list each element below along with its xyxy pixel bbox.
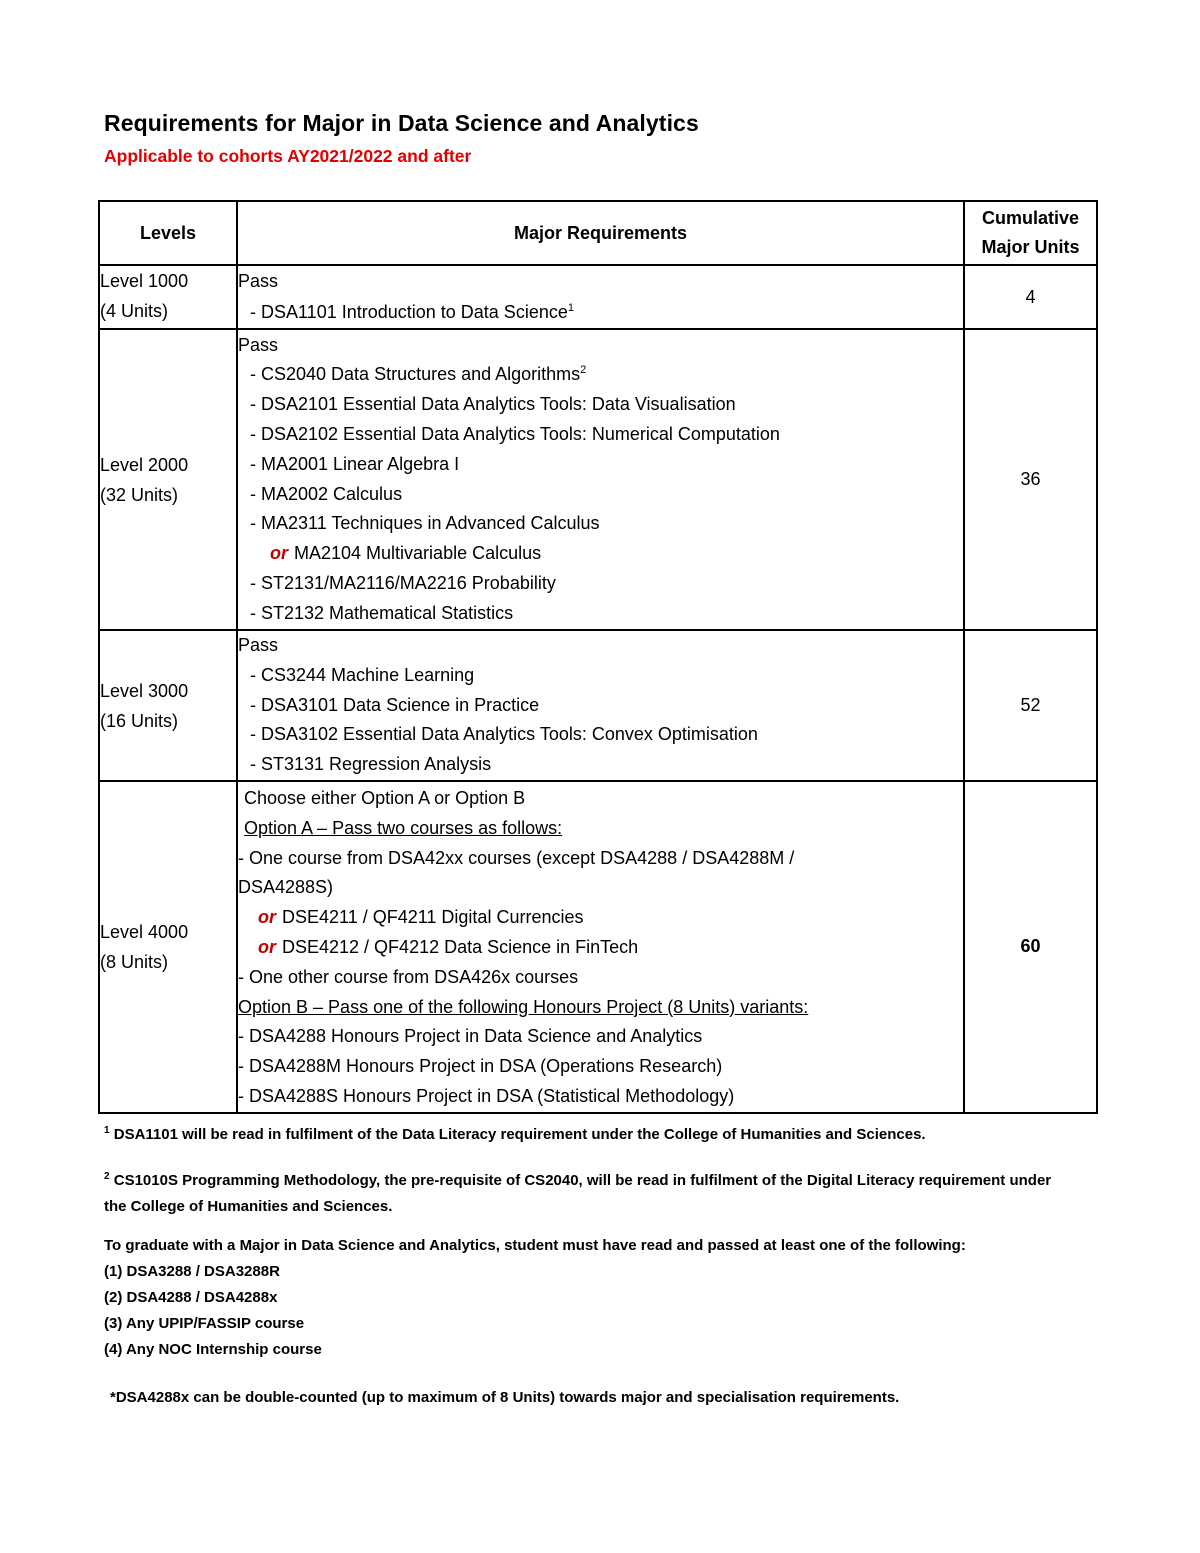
list-item: - MA2311 Techniques in Advanced Calculus [250, 513, 600, 534]
list-item: DSA4288S) [238, 877, 334, 898]
graduation-intro: To graduate with a Major in Data Science and Analytics, student must have read and passed at least one of the following: [104, 1237, 966, 1254]
list-item: (4) Any NOC Internship course [104, 1341, 322, 1358]
course-text: - DSA1101 Introduction to Data Science [250, 302, 568, 322]
requirements-cell [237, 329, 964, 630]
level-cell [99, 781, 237, 1113]
header-cumulative-units: Cumulative Major Units [964, 201, 1097, 265]
level-cell [99, 329, 237, 630]
requirements-cell [237, 630, 964, 781]
list-item: - One course from DSA42xx courses (except DSA4288 / DSA4288M / [238, 847, 795, 868]
table-row [99, 265, 1097, 329]
list-item: Choose either Option A or Option B [244, 788, 526, 808]
footnote-marker: 1 [104, 1125, 110, 1136]
course-text: MA2104 Multivariable Calculus [294, 543, 542, 564]
requirements-table [98, 200, 1098, 1114]
list-item: - ST3131 Regression Analysis [250, 754, 492, 775]
list-item: (1) DSA3288 / DSA3288R [104, 1263, 280, 1280]
list-item [238, 903, 963, 933]
list-item: Pass [238, 635, 279, 655]
level-cell [99, 265, 237, 329]
list-item: - DSA3102 Essential Data Analytics Tools: Convex Optimisation [250, 724, 758, 745]
page-subtitle: Applicable to cohorts AY2021/2022 and after [104, 146, 472, 166]
footnote-marker: 1 [567, 302, 574, 314]
option-b-heading: Option B – Pass one of the following Honours Project (8 Units) variants: [238, 996, 809, 1017]
level-cell [99, 630, 237, 781]
footnote-marker: 2 [580, 364, 587, 377]
list-item: Pass [238, 334, 279, 355]
list-item: - DSA3101 Data Science in Practice [250, 694, 540, 715]
graduation-requirements [104, 1233, 1064, 1363]
table-row [99, 630, 1097, 781]
list-item: (3) Any UPIP/FASSIP course [104, 1315, 305, 1332]
cumulative-units-cell: 60 [964, 781, 1097, 1113]
level-units: (16 Units) [100, 710, 179, 731]
level-units: (32 Units) [100, 484, 179, 505]
footnote-marker: 2 [104, 1171, 110, 1182]
level-name: Level 2000 [100, 454, 189, 475]
cumulative-units-cell: 36 [964, 329, 1097, 630]
level-name: Level 1000 [100, 271, 189, 291]
double-count-note: *DSA4288x can be double-counted (up to maximum of 8 Units) towards major and specialisation requirements. [110, 1389, 900, 1406]
option-a-heading: Option A – Pass two courses as follows: [244, 817, 563, 838]
page-title: Requirements for Major in Data Science and Analytics [104, 110, 699, 136]
or-label: or [258, 936, 276, 957]
requirements-cell [237, 265, 964, 329]
list-item: - CS3244 Machine Learning [250, 664, 475, 685]
level-units: (4 Units) [100, 301, 169, 321]
list-item: - One other course from DSA426x courses [238, 966, 579, 987]
table-row [99, 781, 1097, 1113]
list-item: - DSA2102 Essential Data Analytics Tools: Numerical Computation [250, 423, 780, 444]
list-item: - DSA4288S Honours Project in DSA (Statistical Methodology) [238, 1085, 735, 1106]
cumulative-units-cell: 4 [964, 265, 1097, 329]
list-item: - ST2131/MA2116/MA2216 Probability [250, 572, 556, 593]
course-text: - CS2040 Data Structures and Algorithms [250, 364, 581, 385]
list-item: - MA2001 Linear Algebra I [250, 453, 460, 474]
level-name: Level 4000 [100, 921, 189, 942]
footnote-1 [104, 1122, 1064, 1148]
list-item [238, 539, 963, 569]
list-item: - DSA2101 Essential Data Analytics Tools: Data Visualisation [250, 394, 736, 415]
list-item: - MA2002 Calculus [250, 483, 403, 504]
list-item: - DSA4288 Honours Project in Data Science and Analytics [238, 1026, 703, 1047]
course-text: DSE4211 / QF4211 Digital Currencies [282, 907, 584, 928]
or-label: or [258, 907, 276, 928]
list-item [238, 297, 963, 328]
list-item: Pass [238, 271, 279, 291]
list-item [238, 933, 963, 963]
level-units: (8 Units) [100, 951, 169, 972]
header-major-requirements: Major Requirements [237, 201, 964, 265]
table-header-row [99, 201, 1097, 265]
table-row [99, 329, 1097, 630]
course-text: DSE4212 / QF4212 Data Science in FinTech [282, 936, 639, 957]
list-item: - DSA4288M Honours Project in DSA (Operations Research) [238, 1056, 723, 1077]
requirements-cell [237, 781, 964, 1113]
footnote-text: CS1010S Programming Methodology, the pre-requisite of CS2040, will be read in fulfilment of the Digital Literacy requirement under the College of Humanities and Sciences. [104, 1172, 1052, 1215]
list-item: - ST2132 Mathematical Statistics [250, 602, 514, 623]
level-name: Level 3000 [100, 680, 189, 701]
header-levels: Levels [99, 201, 237, 265]
or-label: or [270, 543, 288, 564]
footnote-text: DSA1101 will be read in fulfilment of the Data Literacy requirement under the College of Humanities and Sciences. [113, 1126, 926, 1143]
cumulative-units-cell: 52 [964, 630, 1097, 781]
list-item: (2) DSA4288 / DSA4288x [104, 1289, 278, 1306]
footnote-2 [104, 1168, 1064, 1220]
list-item [238, 360, 963, 390]
